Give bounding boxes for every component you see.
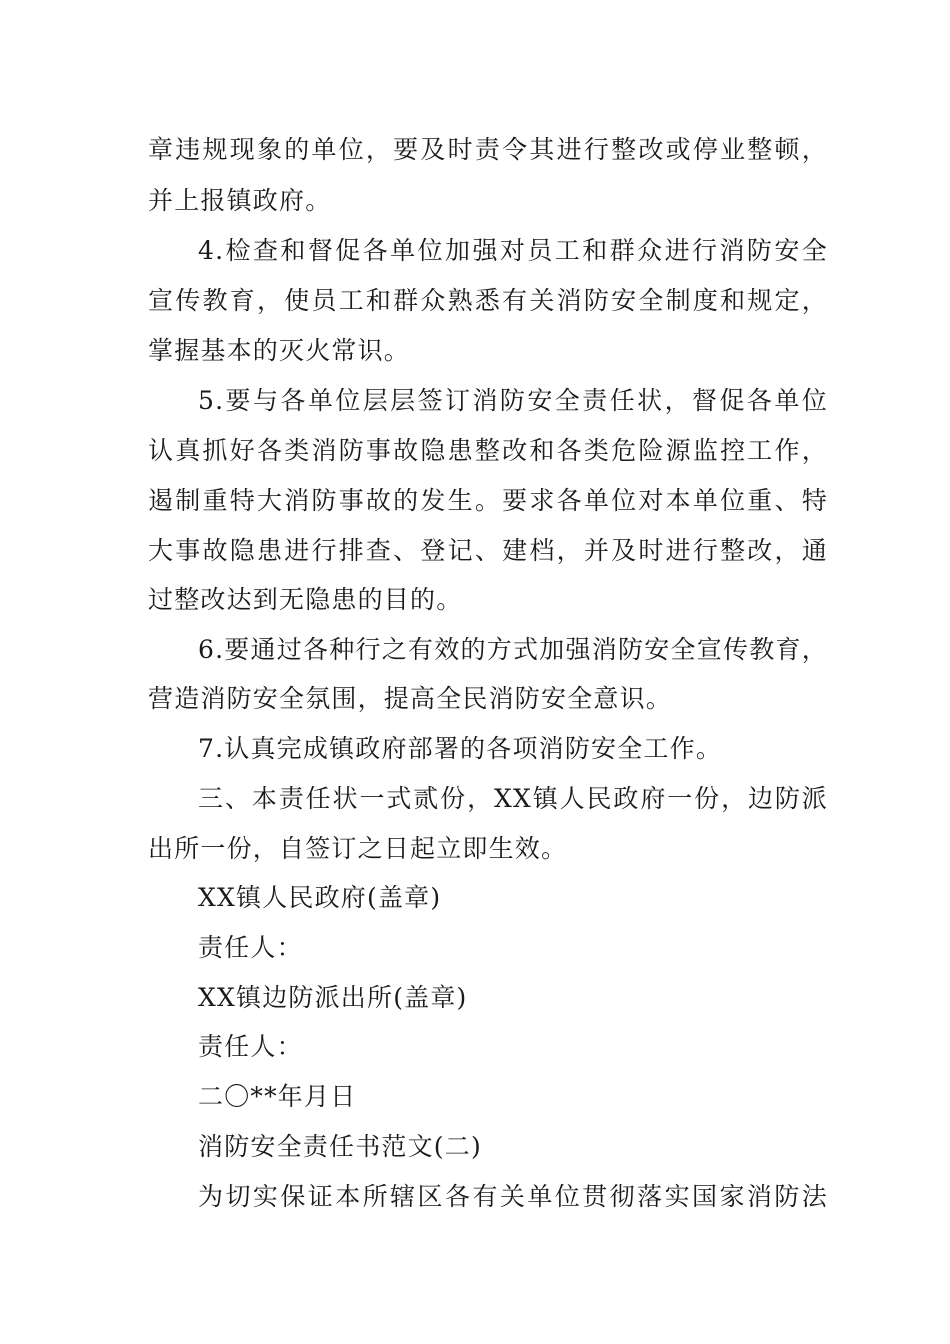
responsible-person-label: 责任人： (198, 1032, 303, 1061)
paragraph-line: 宣传教育，使员工和群众熟悉有关消防安全制度和规定， (148, 286, 828, 315)
paragraph-line: 掌握基本的灭火常识。 (148, 336, 411, 365)
signature-government: XX镇人民政府(盖章) (198, 883, 442, 912)
signature-police-station: XX镇边防派出所(盖章) (198, 983, 468, 1012)
list-item-6-line: 6.要通过各种行之有效的方式加强消防安全宣传教育， (198, 635, 828, 664)
paragraph-line: 大事故隐患进行排查、登记、建档，并及时进行整改，通 (148, 536, 828, 565)
responsible-person-label: 责任人： (198, 933, 303, 962)
paragraph-line: 出所一份，自签订之日起立即生效。 (148, 834, 568, 863)
paragraph-line: 并上报镇政府。 (148, 186, 332, 215)
list-item-7-line: 7.认真完成镇政府部署的各项消防安全工作。 (198, 734, 723, 763)
list-item-4-line: 4.检查和督促各单位加强对员工和群众进行消防安全 (198, 236, 828, 265)
section-three-line: 三、本责任状一式贰份，XX镇人民政府一份，边防派 (198, 784, 828, 813)
paragraph-line: 为切实保证本所辖区各有关单位贯彻落实国家消防法 (198, 1182, 828, 1211)
list-item-5-line: 5.要与各单位层层签订消防安全责任状，督促各单位 (198, 386, 828, 415)
paragraph-line: 章违规现象的单位，要及时责令其进行整改或停业整顿， (148, 135, 828, 164)
paragraph-line: 遏制重特大消防事故的发生。要求各单位对本单位重、特 (148, 486, 828, 515)
paragraph-line: 过整改达到无隐患的目的。 (148, 585, 463, 614)
paragraph-line: 认真抓好各类消防事故隐患整改和各类危险源监控工作， (148, 436, 828, 465)
section-title: 消防安全责任书范文(二) (198, 1132, 482, 1161)
paragraph-line: 营造消防安全氛围，提高全民消防安全意识。 (148, 684, 673, 713)
date-line: 二〇**年月日 (198, 1082, 357, 1111)
